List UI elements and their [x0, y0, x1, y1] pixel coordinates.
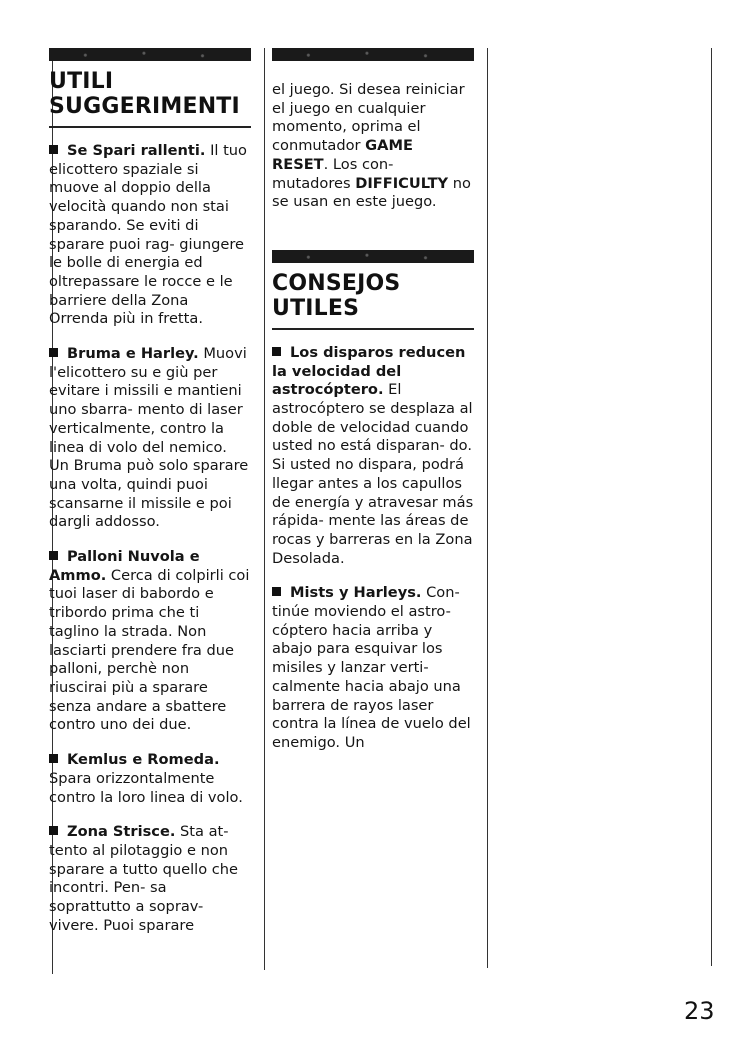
column-divider-far-right — [711, 48, 712, 966]
heading-line-1: UTILI — [49, 69, 114, 94]
tip-text: Cerca di colpirli coi tuoi laser di babordo e tribordo prima che ti taglino la strada. Non lasciarti prendere fra due palloni, perchè non riuscirai più a sparare senza andare a sbattere contro uno dei due. — [49, 566, 250, 734]
italian-heading — [49, 69, 251, 119]
intro-text: el juego. Si desea reiniciar el juego en cualquier momento, oprima el conmutador — [272, 81, 465, 155]
tip-text: Sta at- tento al pilotaggio e non sparare a tutto quello che incontri. Pen- sa soprattutto a soprav- vivere. Puoi sparare — [49, 823, 239, 934]
game-reset-label: GAME RESET — [272, 137, 413, 173]
heading-line-2: UTILES — [272, 295, 360, 321]
tip-text: Muovi l'elicottero su e giù per evitare i missili e mantieni uno sbarra- mento di laser verticalmente, contro la linea di volo del nemico. Un Bruma può solo sparare una volta, quindi puoi scansarne il missile e poi dargli addosso. — [49, 345, 249, 531]
tip-text: El astrocóptero se desplaza al doble de velocidad cuando usted no está disparan- do. Si usted no dispara, podrá llegar antes a los capullos de energía y atravesar más rápida- mente las áreas de rocas y barreras en la Zona Desolada. — [272, 381, 474, 567]
tip-label: Zona Strisce. — [67, 823, 176, 841]
tip-paragraph — [272, 344, 474, 568]
tip-text: Con- tinúe moviendo el astro- cóptero hacia arriba y abajo para esquivar los misiles y lanzar verti- calmente hacia abajo una barrera de rayos laser contra la línea de vuelo del enemigo. Un — [272, 584, 471, 751]
tip-label: Se Spari rallenti. — [67, 142, 206, 159]
bullet-square-icon — [49, 348, 58, 357]
tip-label: Bruma e Harley. — [67, 345, 199, 363]
heading-bar — [49, 48, 251, 61]
italian-column — [49, 48, 251, 951]
bullet-square-icon — [272, 347, 281, 356]
bullet-square-icon — [49, 551, 58, 560]
tip-label: Palloni Nuvola e Ammo. — [49, 548, 200, 584]
heading-rule — [49, 126, 251, 128]
tip-paragraph — [49, 142, 251, 329]
bullet-square-icon — [272, 587, 281, 596]
tip-paragraph — [272, 584, 474, 752]
difficulty-label: DIFFICULTY — [355, 174, 449, 192]
tip-label: Mists y Harleys. — [290, 584, 422, 602]
heading-line-2: SUGGERIMENTI — [49, 94, 240, 119]
page-number: 23 — [684, 997, 715, 1025]
tip-paragraph — [49, 751, 251, 807]
intro-paragraph — [272, 81, 474, 212]
tip-paragraph — [49, 823, 251, 935]
column-divider-center — [264, 48, 265, 970]
heading-rule — [272, 328, 474, 330]
heading-bar — [272, 48, 474, 61]
bullet-square-icon — [49, 826, 58, 835]
heading-bar — [272, 250, 474, 263]
spanish-column — [272, 48, 474, 769]
bullet-square-icon — [49, 145, 58, 154]
spanish-heading — [272, 271, 474, 321]
tip-label: Los disparos reducen la velocidad del astrocóptero. — [272, 343, 466, 399]
tip-text: Spara orizzontalmente contro la loro linea di volo. — [49, 769, 243, 806]
tip-text: Il tuo elicottero spaziale si muove al doppio della velocità quando non stai sparando. Se eviti di sparare puoi rag- giungere le bolle di energia ed oltrepassare le rocce e le barriere della Zona Orrenda più in fretta. — [49, 142, 247, 328]
heading-line-1: CONSEJOS — [272, 270, 401, 296]
tip-label: Kemlus e Romeda. — [67, 751, 220, 769]
column-divider-right — [487, 48, 488, 968]
bullet-square-icon — [49, 754, 58, 763]
intro-text: . Los con- mutadores — [272, 155, 394, 192]
tip-paragraph — [49, 345, 251, 532]
tip-paragraph — [49, 548, 251, 735]
intro-text: no se usan en este juego. — [272, 174, 471, 211]
